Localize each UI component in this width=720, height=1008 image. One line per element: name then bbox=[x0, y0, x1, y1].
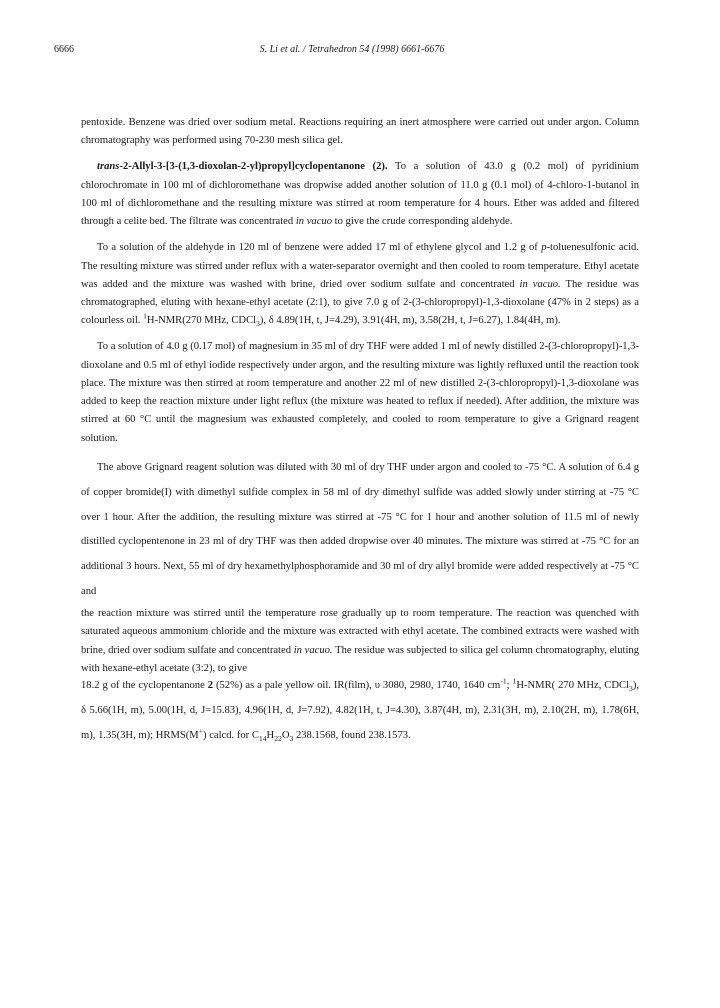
subscript: 22 bbox=[274, 733, 282, 743]
compound-heading-name: -2-Allyl-3-[3-(1,3-dioxolan-2-yl)propyl]cyclopentanone (2). bbox=[119, 161, 388, 173]
in-vacuo-term: in vacuo bbox=[295, 216, 333, 228]
paragraph-text: To a solution of 4.0 g (0.17 mol) of magnesium in 35 ml of dry THF were added 1 ml of newly distilled 2-(3-chloropropyl)-1,3-dioxolane and 0.5 ml of ethyl iodide respectively under argon, and the resulting mixture was lightly refluxed until the reaction took place. The mixture was then stirred at room temperature and another 22 ml of new distilled 2-(3-chloropropyl)-1,3-dioxolane was added to keep the reaction mixture under light reflux (the mixture was heated to reflux if needed). After addition, the mixture was stirred at 60 °C until the magnesium was exhausted completely, and cooled to room temperature to give a Grignard reagent solution. bbox=[81, 341, 639, 444]
compound-heading-prefix: trans bbox=[97, 161, 120, 173]
para-prefix: p bbox=[541, 242, 547, 254]
paragraph-acetal-formation bbox=[81, 239, 639, 330]
paragraph-text: The residue was subjected to silica gel column chromatography, eluting with hexane-ethyl acetate (3:2), to give bbox=[81, 644, 639, 674]
in-vacuo-term: in vacuo. bbox=[293, 644, 333, 656]
page-header bbox=[54, 44, 650, 58]
subscript: 3 bbox=[629, 684, 633, 694]
paragraph-text: 238.1568, found 238.1573. bbox=[293, 729, 411, 741]
paragraph-text: the reaction mixture was stirred until the temperature rose gradually up to room temperature. The reaction was quenched with saturated aqueous ammonium chloride and the mixture was extracted with ethyl acetate. The combined extracts were washed with brine, dried over sodium sulfate and concentrated bbox=[81, 608, 639, 656]
paragraph-text: ), δ 4.89(1H, t, J=4.29), 3.91(4H, m), 3.58(2H, t, J=6.27), 1.84(4H, m). bbox=[259, 315, 561, 327]
compound-heading bbox=[97, 161, 388, 172]
superscript: 1 bbox=[143, 311, 147, 321]
paragraph-text: pentoxide. Benzene was dried over sodium metal. Reactions requiring an inert atmosphere were carried out under argon. Column chromatography was performed using 70-230 mesh silica gel. bbox=[81, 117, 639, 147]
superscript: -1 bbox=[500, 676, 507, 686]
article-body bbox=[81, 114, 639, 757]
paragraph-text: O bbox=[281, 729, 290, 741]
paragraph-text: to give the crude corresponding aldehyde. bbox=[332, 216, 513, 228]
paragraph-conjugate-addition bbox=[81, 456, 639, 605]
paragraph-text: (52%) as a pale yellow oil. IR(film), υ 3080, 2980, 1740, 1640 cm bbox=[213, 679, 501, 691]
paragraph-text: The residue was chromatographed, eluting with hexane-ethyl acetate (2:1), to give 7.0 g of 2-(3-chloropropyl)-1,3-dioxolane (47% in 2 steps) as a colourless oil. bbox=[81, 278, 639, 327]
paragraph-workup bbox=[81, 605, 639, 678]
subscript: 14 bbox=[258, 733, 267, 743]
paragraph-text: The above Grignard reagent solution was diluted with 30 ml of dry THF under argon and cooled to -75 °C. A solution of 6.4 g of copper bromide(I) with dimethyl sulfide complex in 58 ml of dry dimethyl sulfide was added slowly under stirring at -75 °C over 1 hour. After the addition, the resulting mixture was stirred at -75 °C for 1 hour and another solution of 11.5 ml of newly distilled cyclopentenone in 23 ml of dry THF was then added dropwise over 40 minutes. The mixture was stirred at -75 °C for an additional 3 hours. Next, 55 ml of dry hexamethylphosphoramide and 30 ml of dry allyl bromide were added respectively at -75 °C and bbox=[81, 461, 639, 598]
paragraph-text: To a solution of 43.0 g (0.2 mol) of pyridinium chlorochromate in 100 ml of dichloromethane was dropwise added another solution of 11.0 g (0.1 mol) of 4-chloro-1-butanol in 100 ml of dichloromethane and the resulting mixture was stirred at room temperature for 4 hours. Ether was added and filtered through a celite bed. The filtrate was concentrated bbox=[81, 161, 639, 228]
paragraph-compound-2-step1 bbox=[81, 158, 639, 231]
subscript: 3 bbox=[289, 733, 294, 743]
paragraph-text: To a solution of the aldehyde in 120 ml of benzene were added 17 ml of ethylene glycol and 1.2 g of bbox=[97, 242, 542, 254]
superscript: 1 bbox=[512, 676, 517, 686]
page-number: 6666 bbox=[54, 44, 74, 55]
superscript: + bbox=[198, 726, 204, 736]
paragraph-text: ; bbox=[506, 679, 513, 691]
paragraph-text: ) calcd. for C bbox=[203, 729, 259, 741]
paragraph-text: H bbox=[266, 729, 275, 741]
compound-number: 2 bbox=[207, 679, 214, 691]
paragraph-text: H-NMR(270 MHz, CDCl bbox=[146, 315, 257, 327]
paragraph-text: ), δ 5.66(1H, m), 5.00(1H, d, J=15.83), 4.96(1H, d, J=7.92), 4.82(1H, t, J=4.30), 3.87(4H, m), 2.31(3H, m), 2.10(2H, m), 1.78(6H, m), 1.35(3H, m); HRMS(M bbox=[81, 679, 639, 741]
paragraph-characterization bbox=[81, 674, 639, 749]
paragraph-text: -toluenesulfonic acid. The resulting mixture was stirred under reflux with a water-separator overnight and then cooled to room temperature. Ethyl acetate was added and the mixture was washed with brine, dried over sodium sulfate and concentrated bbox=[81, 242, 639, 290]
subscript: 3 bbox=[256, 319, 260, 329]
paragraph-grignard bbox=[81, 338, 639, 447]
paragraph-materials bbox=[81, 114, 639, 150]
in-vacuo-term: in vacuo. bbox=[519, 278, 561, 290]
paragraph-text: H-NMR( 270 MHz, CDCl bbox=[516, 679, 629, 691]
running-head: S. Li et al. / Tetrahedron 54 (1998) 6661-6676 bbox=[259, 44, 445, 55]
paragraph-text: 18.2 g of the cyclopentanone bbox=[81, 679, 208, 691]
